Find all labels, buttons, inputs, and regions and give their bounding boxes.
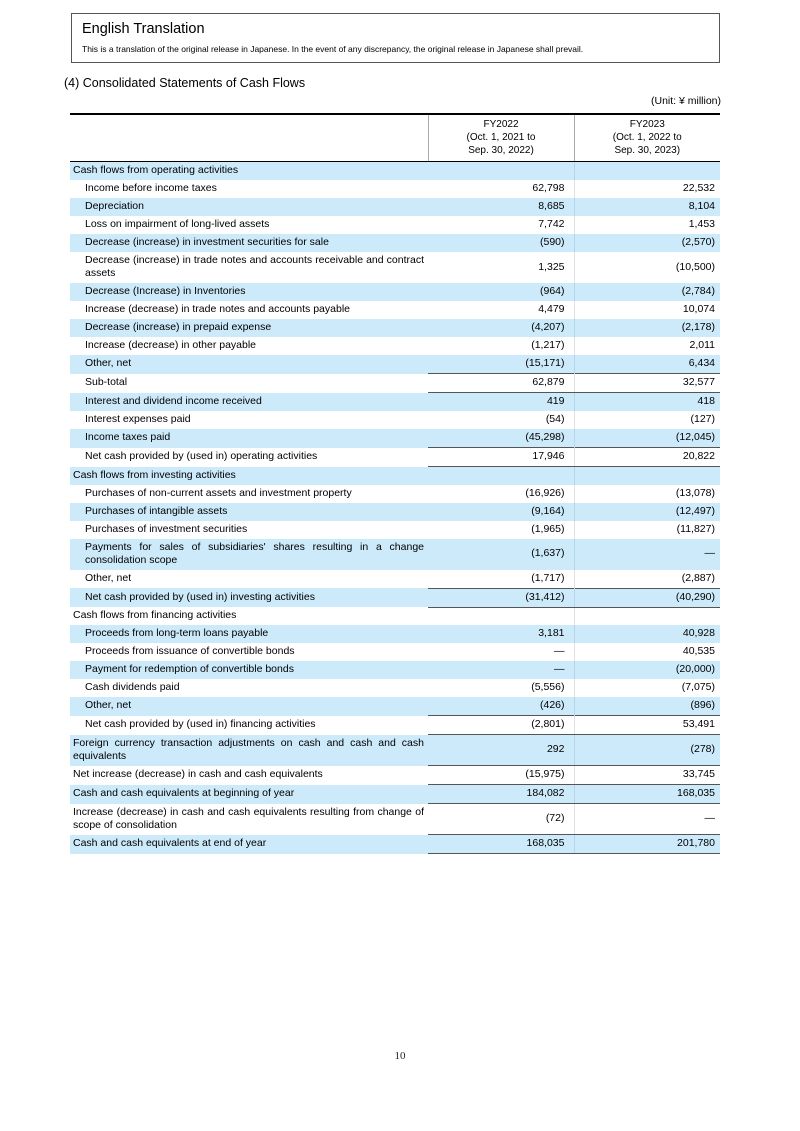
row-value-fy2022: (1,965) bbox=[428, 521, 574, 539]
row-value-fy2022: (45,298) bbox=[428, 429, 574, 448]
row-value-fy2023: (10,500) bbox=[574, 252, 720, 283]
fy2023-period-start: (Oct. 1, 2022 to bbox=[612, 132, 682, 143]
row-label bbox=[70, 283, 428, 301]
row-label bbox=[70, 697, 428, 716]
row-value-fy2023: 22,532 bbox=[574, 180, 720, 198]
row-label bbox=[70, 539, 428, 570]
column-header-fy2022 bbox=[428, 114, 574, 162]
row-label-text: Purchases of investment securities bbox=[85, 522, 248, 535]
row-value-fy2022: 1,325 bbox=[428, 252, 574, 283]
row-value-fy2022: (31,412) bbox=[428, 588, 574, 607]
notice-title: English Translation bbox=[82, 21, 205, 37]
row-value-fy2022: (2,801) bbox=[428, 716, 574, 735]
row-value-fy2022: (590) bbox=[428, 234, 574, 252]
row-label-text: Income before income taxes bbox=[85, 182, 217, 194]
column-header-label bbox=[70, 114, 428, 162]
row-label bbox=[70, 735, 428, 766]
row-label-text: Cash dividends paid bbox=[85, 681, 180, 693]
row-label bbox=[70, 661, 428, 679]
table-row bbox=[70, 374, 720, 393]
row-value-fy2023: (278) bbox=[574, 735, 720, 766]
page-number: 10 bbox=[394, 1050, 406, 1062]
row-label bbox=[70, 485, 428, 503]
row-label bbox=[70, 319, 428, 337]
row-label bbox=[70, 643, 428, 661]
row-value-fy2022: (964) bbox=[428, 283, 574, 301]
fy2023-title: FY2023 bbox=[629, 119, 665, 130]
table-row bbox=[70, 252, 720, 283]
row-label bbox=[70, 503, 428, 521]
table-row bbox=[70, 521, 720, 539]
row-label bbox=[70, 467, 428, 485]
row-value-fy2022: (1,637) bbox=[428, 539, 574, 570]
column-header-fy2023 bbox=[574, 114, 720, 162]
row-value-fy2023: (127) bbox=[574, 411, 720, 429]
table-row bbox=[70, 570, 720, 589]
row-label bbox=[70, 625, 428, 643]
row-value-fy2022: 292 bbox=[428, 735, 574, 766]
table-row bbox=[70, 503, 720, 521]
fy2022-period-end: Sep. 30, 2022) bbox=[468, 145, 534, 156]
table-row bbox=[70, 607, 720, 625]
row-value-fy2023: 53,491 bbox=[574, 716, 720, 735]
table-row bbox=[70, 716, 720, 735]
row-value-fy2022 bbox=[428, 607, 574, 625]
row-value-fy2023: (2,887) bbox=[574, 570, 720, 589]
row-value-fy2023: 32,577 bbox=[574, 374, 720, 393]
row-label-text: Purchases of intangible assets bbox=[85, 504, 228, 517]
row-label-text: Payments for sales of subsidiaries' shares resulting in a change consolidation scope bbox=[85, 540, 424, 566]
row-value-fy2023: 8,104 bbox=[574, 198, 720, 216]
row-label-text: Decrease (increase) in trade notes and accounts receivable and contract assets bbox=[85, 254, 424, 279]
row-label bbox=[70, 766, 428, 785]
row-label-text: Decrease (Increase) in Inventories bbox=[85, 285, 246, 297]
row-label-text: Payment for redemption of convertible bonds bbox=[85, 663, 294, 675]
row-label bbox=[70, 180, 428, 198]
row-label bbox=[70, 521, 428, 539]
row-label-text: Net increase (decrease) in cash and cash equivalents bbox=[73, 768, 323, 780]
row-label-text: Interest and dividend income received bbox=[85, 394, 262, 407]
row-value-fy2023: 6,434 bbox=[574, 355, 720, 374]
row-label-text: Increase (decrease) in other payable bbox=[85, 339, 257, 351]
row-label-text: Income taxes paid bbox=[85, 431, 171, 444]
table-row bbox=[70, 539, 720, 570]
table-row bbox=[70, 697, 720, 716]
row-label bbox=[70, 785, 428, 804]
row-label-text: Increase (decrease) in trade notes and accounts payable bbox=[85, 303, 350, 315]
row-value-fy2023: (12,497) bbox=[574, 503, 720, 521]
row-value-fy2022 bbox=[428, 467, 574, 485]
table-row bbox=[70, 448, 720, 467]
row-label bbox=[70, 301, 428, 319]
row-value-fy2023: (11,827) bbox=[574, 521, 720, 539]
row-label-text: Other, net bbox=[85, 699, 132, 712]
row-label-text: Foreign currency transaction adjustments on cash and cash and cash equivalents bbox=[73, 736, 424, 762]
row-value-fy2022: 168,035 bbox=[428, 835, 574, 854]
row-value-fy2023: (2,178) bbox=[574, 319, 720, 337]
fy2022-period-start: (Oct. 1, 2021 to bbox=[466, 132, 536, 143]
row-value-fy2022: (15,975) bbox=[428, 766, 574, 785]
row-value-fy2023: 40,928 bbox=[574, 625, 720, 643]
row-label-text: Net cash provided by (used in) financing activities bbox=[85, 718, 316, 730]
row-label bbox=[70, 355, 428, 374]
row-label-text: Proceeds from issuance of convertible bonds bbox=[85, 645, 295, 657]
table-row bbox=[70, 679, 720, 697]
row-value-fy2023: (40,290) bbox=[574, 588, 720, 607]
row-value-fy2022: (1,717) bbox=[428, 570, 574, 589]
section-heading: (4) Consolidated Statements of Cash Flows bbox=[64, 76, 306, 90]
table-row bbox=[70, 643, 720, 661]
row-value-fy2023 bbox=[574, 467, 720, 485]
row-value-fy2023 bbox=[574, 607, 720, 625]
row-value-fy2023: (13,078) bbox=[574, 485, 720, 503]
row-value-fy2023: 2,011 bbox=[574, 337, 720, 355]
row-value-fy2023 bbox=[574, 162, 720, 181]
row-value-fy2022: 8,685 bbox=[428, 198, 574, 216]
row-label-text: Net cash provided by (used in) investing activities bbox=[85, 590, 315, 603]
fy2022-title: FY2022 bbox=[483, 119, 519, 130]
row-value-fy2022: 3,181 bbox=[428, 625, 574, 643]
row-label bbox=[70, 162, 428, 181]
row-label bbox=[70, 393, 428, 412]
table-row bbox=[70, 393, 720, 412]
row-label-text: Other, net bbox=[85, 571, 132, 584]
table-row bbox=[70, 216, 720, 234]
table-row bbox=[70, 766, 720, 785]
row-value-fy2023: 418 bbox=[574, 393, 720, 412]
row-value-fy2023: (896) bbox=[574, 697, 720, 716]
row-value-fy2022: 4,479 bbox=[428, 301, 574, 319]
row-value-fy2023: 10,074 bbox=[574, 301, 720, 319]
row-label-text: Purchases of non-current assets and investment property bbox=[85, 486, 352, 499]
row-value-fy2022: 184,082 bbox=[428, 785, 574, 804]
table-row bbox=[70, 625, 720, 643]
table-row bbox=[70, 661, 720, 679]
row-value-fy2023: 201,780 bbox=[574, 835, 720, 854]
row-value-fy2022: (1,217) bbox=[428, 337, 574, 355]
row-value-fy2022: (54) bbox=[428, 411, 574, 429]
row-value-fy2022: — bbox=[428, 661, 574, 679]
row-label-text: Cash flows from investing activities bbox=[73, 468, 236, 481]
row-label-text: Depreciation bbox=[85, 200, 144, 212]
row-label-text: Net cash provided by (used in) operating activities bbox=[85, 450, 318, 462]
row-label bbox=[70, 716, 428, 735]
row-value-fy2023: — bbox=[574, 539, 720, 570]
row-label bbox=[70, 374, 428, 393]
row-value-fy2022: 17,946 bbox=[428, 448, 574, 467]
table-body bbox=[70, 162, 720, 854]
row-value-fy2022: 62,798 bbox=[428, 180, 574, 198]
row-value-fy2023: (2,570) bbox=[574, 234, 720, 252]
row-value-fy2022: 7,742 bbox=[428, 216, 574, 234]
table-row bbox=[70, 485, 720, 503]
row-value-fy2023: 20,822 bbox=[574, 448, 720, 467]
row-value-fy2023: 40,535 bbox=[574, 643, 720, 661]
row-value-fy2023: 33,745 bbox=[574, 766, 720, 785]
row-label bbox=[70, 679, 428, 697]
row-value-fy2023: 168,035 bbox=[574, 785, 720, 804]
table-row bbox=[70, 429, 720, 448]
row-label-text: Decrease (increase) in prepaid expense bbox=[85, 321, 272, 333]
row-label bbox=[70, 448, 428, 467]
row-value-fy2023: (2,784) bbox=[574, 283, 720, 301]
english-translation-notice bbox=[71, 13, 720, 63]
row-label bbox=[70, 234, 428, 252]
row-label bbox=[70, 607, 428, 625]
row-label-text: Cash flows from operating activities bbox=[73, 164, 239, 176]
row-value-fy2022: 419 bbox=[428, 393, 574, 412]
row-value-fy2022 bbox=[428, 162, 574, 181]
row-label bbox=[70, 337, 428, 355]
row-value-fy2023: (7,075) bbox=[574, 679, 720, 697]
unit-note: (Unit: ¥ million) bbox=[650, 95, 721, 107]
row-label bbox=[70, 835, 428, 854]
table-row bbox=[70, 835, 720, 854]
row-label-text: Cash flows from financing activities bbox=[73, 609, 237, 621]
table-row bbox=[70, 301, 720, 319]
row-label bbox=[70, 429, 428, 448]
table-row bbox=[70, 234, 720, 252]
row-label bbox=[70, 804, 428, 835]
row-value-fy2022: (426) bbox=[428, 697, 574, 716]
table-row bbox=[70, 162, 720, 181]
table-row bbox=[70, 198, 720, 216]
table-row bbox=[70, 283, 720, 301]
row-value-fy2022: 62,879 bbox=[428, 374, 574, 393]
row-value-fy2022: (5,556) bbox=[428, 679, 574, 697]
table-row bbox=[70, 180, 720, 198]
row-label bbox=[70, 411, 428, 429]
row-value-fy2022: (16,926) bbox=[428, 485, 574, 503]
row-value-fy2023: (20,000) bbox=[574, 661, 720, 679]
table-row bbox=[70, 319, 720, 337]
row-value-fy2022: — bbox=[428, 643, 574, 661]
fy2023-period-end: Sep. 30, 2023) bbox=[614, 145, 681, 156]
row-label-text: Increase (decrease) in cash and cash equivalents resulting from change of scope of consolidation bbox=[73, 805, 424, 831]
table-row bbox=[70, 467, 720, 485]
row-value-fy2023: 1,453 bbox=[574, 216, 720, 234]
row-label bbox=[70, 570, 428, 589]
row-value-fy2023: — bbox=[574, 804, 720, 835]
table-row bbox=[70, 804, 720, 835]
table-row bbox=[70, 337, 720, 355]
row-value-fy2022: (9,164) bbox=[428, 503, 574, 521]
row-label-text: Cash and cash equivalents at end of year bbox=[73, 837, 267, 849]
row-label-text: Other, net bbox=[85, 357, 132, 370]
row-value-fy2022: (4,207) bbox=[428, 319, 574, 337]
row-value-fy2022: (15,171) bbox=[428, 355, 574, 374]
table-row bbox=[70, 785, 720, 804]
table-row bbox=[70, 355, 720, 374]
row-value-fy2023: (12,045) bbox=[574, 429, 720, 448]
table-row bbox=[70, 735, 720, 766]
row-label-text: Proceeds from long-term loans payable bbox=[85, 627, 269, 639]
row-label-text: Loss on impairment of long-lived assets bbox=[85, 218, 270, 230]
row-label bbox=[70, 216, 428, 234]
row-label bbox=[70, 198, 428, 216]
notice-body: This is a translation of the original release in Japanese. In the event of any discrepancy, the original release in Japanese shall prevail. bbox=[82, 44, 584, 54]
row-value-fy2022: (72) bbox=[428, 804, 574, 835]
table-row bbox=[70, 588, 720, 607]
table-row bbox=[70, 411, 720, 429]
row-label-text: Decrease (increase) in investment securities for sale bbox=[85, 236, 329, 248]
row-label bbox=[70, 252, 428, 283]
row-label-text: Interest expenses paid bbox=[85, 413, 191, 425]
table-header bbox=[70, 114, 720, 162]
row-label-text: Sub-total bbox=[85, 376, 128, 388]
cash-flow-statement-table bbox=[70, 113, 720, 854]
row-label bbox=[70, 588, 428, 607]
row-label-text: Cash and cash equivalents at beginning of year bbox=[73, 787, 295, 799]
